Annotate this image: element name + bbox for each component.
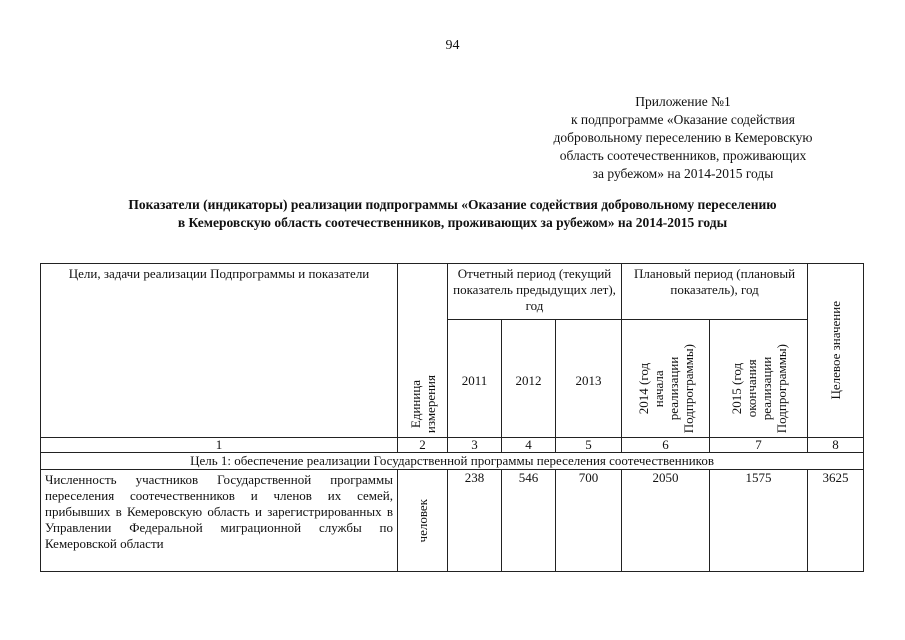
- value-2011: 238: [448, 470, 502, 572]
- page-number: 94: [445, 38, 460, 53]
- header-planned-period: Плановый период (плановый показатель), год: [622, 264, 808, 320]
- header-year-2014-line: Подпрограммы): [680, 343, 696, 433]
- appendix-line: Приложение №1: [635, 94, 731, 109]
- table-header-row: [41, 264, 864, 320]
- header-year-2015-text: [729, 344, 789, 433]
- goal-row: [41, 453, 864, 470]
- header-reporting-period: Отчетный период (текущий показатель предыдущих лет), год: [448, 264, 622, 320]
- header-year-2014-line: начала: [650, 369, 666, 407]
- target-value: 3625: [808, 470, 864, 572]
- column-number: 2: [398, 438, 448, 453]
- header-year-2015-line: реализации: [758, 356, 774, 421]
- header-year-2012: 2012: [502, 320, 556, 438]
- value-2015: 1575: [710, 470, 808, 572]
- indicator-unit: [398, 470, 448, 572]
- column-number-row: [41, 438, 864, 453]
- header-year-2013: 2013: [556, 320, 622, 438]
- header-year-2014-line: реализации: [665, 356, 681, 421]
- appendix-line: за рубежом» на 2014-2015 годы: [592, 166, 774, 181]
- header-year-2015: [710, 320, 808, 438]
- column-number: 6: [622, 438, 710, 453]
- appendix-line: добровольному переселению в Кемеровскую: [553, 130, 813, 145]
- appendix-note: [518, 93, 848, 183]
- indicator-unit-text: человек: [415, 498, 430, 543]
- column-number: 5: [556, 438, 622, 453]
- appendix-line: область соотечественников, проживающих: [559, 148, 807, 163]
- column-number: 1: [41, 438, 398, 453]
- header-unit: [398, 264, 448, 438]
- indicators-table: [40, 263, 864, 572]
- column-number: 8: [808, 438, 864, 453]
- column-number: 3: [448, 438, 502, 453]
- header-goals: Цели, задачи реализации Подпрограммы и показатели: [41, 264, 398, 438]
- header-year-2015-line: Подпрограммы): [773, 343, 789, 433]
- header-unit-text: [408, 375, 438, 433]
- table-row: [41, 470, 864, 572]
- header-target-text: Целевое значение: [828, 301, 844, 400]
- header-unit-line: Единица: [407, 379, 423, 429]
- header-unit-line: измерения: [422, 374, 438, 433]
- document-title: [60, 196, 845, 232]
- document-title-line: Показатели (индикаторы) реализации подпрограммы «Оказание содействия добровольному переселению: [128, 197, 777, 212]
- column-number: 7: [710, 438, 808, 453]
- column-number: 4: [502, 438, 556, 453]
- value-2014: 2050: [622, 470, 710, 572]
- header-target: [808, 264, 864, 438]
- header-year-2014-text: [636, 344, 696, 433]
- appendix-line: к подпрограмме «Оказание содействия: [571, 112, 795, 127]
- header-year-2014: [622, 320, 710, 438]
- header-year-2014-line: 2014 (год: [635, 362, 651, 415]
- value-2013: 700: [556, 470, 622, 572]
- header-year-2015-line: 2015 (год: [728, 362, 744, 415]
- document-title-line: в Кемеровскую область соотечественников, проживающих за рубежом» на 2014-2015 годы: [177, 215, 728, 230]
- header-year-2015-line: окончания: [743, 359, 759, 418]
- goal-text: Цель 1: обеспечение реализации Государственной программы переселения соотечественников: [41, 453, 864, 470]
- header-year-2011: 2011: [448, 320, 502, 438]
- value-2012: 546: [502, 470, 556, 572]
- indicator-name: Численность участников Государственной программы переселения соотечественников и членов их семей, прибывших в Кемеровскую область и зарегистрированных в Управлении Федеральной миграционной службы по Кемеровской области: [41, 470, 398, 572]
